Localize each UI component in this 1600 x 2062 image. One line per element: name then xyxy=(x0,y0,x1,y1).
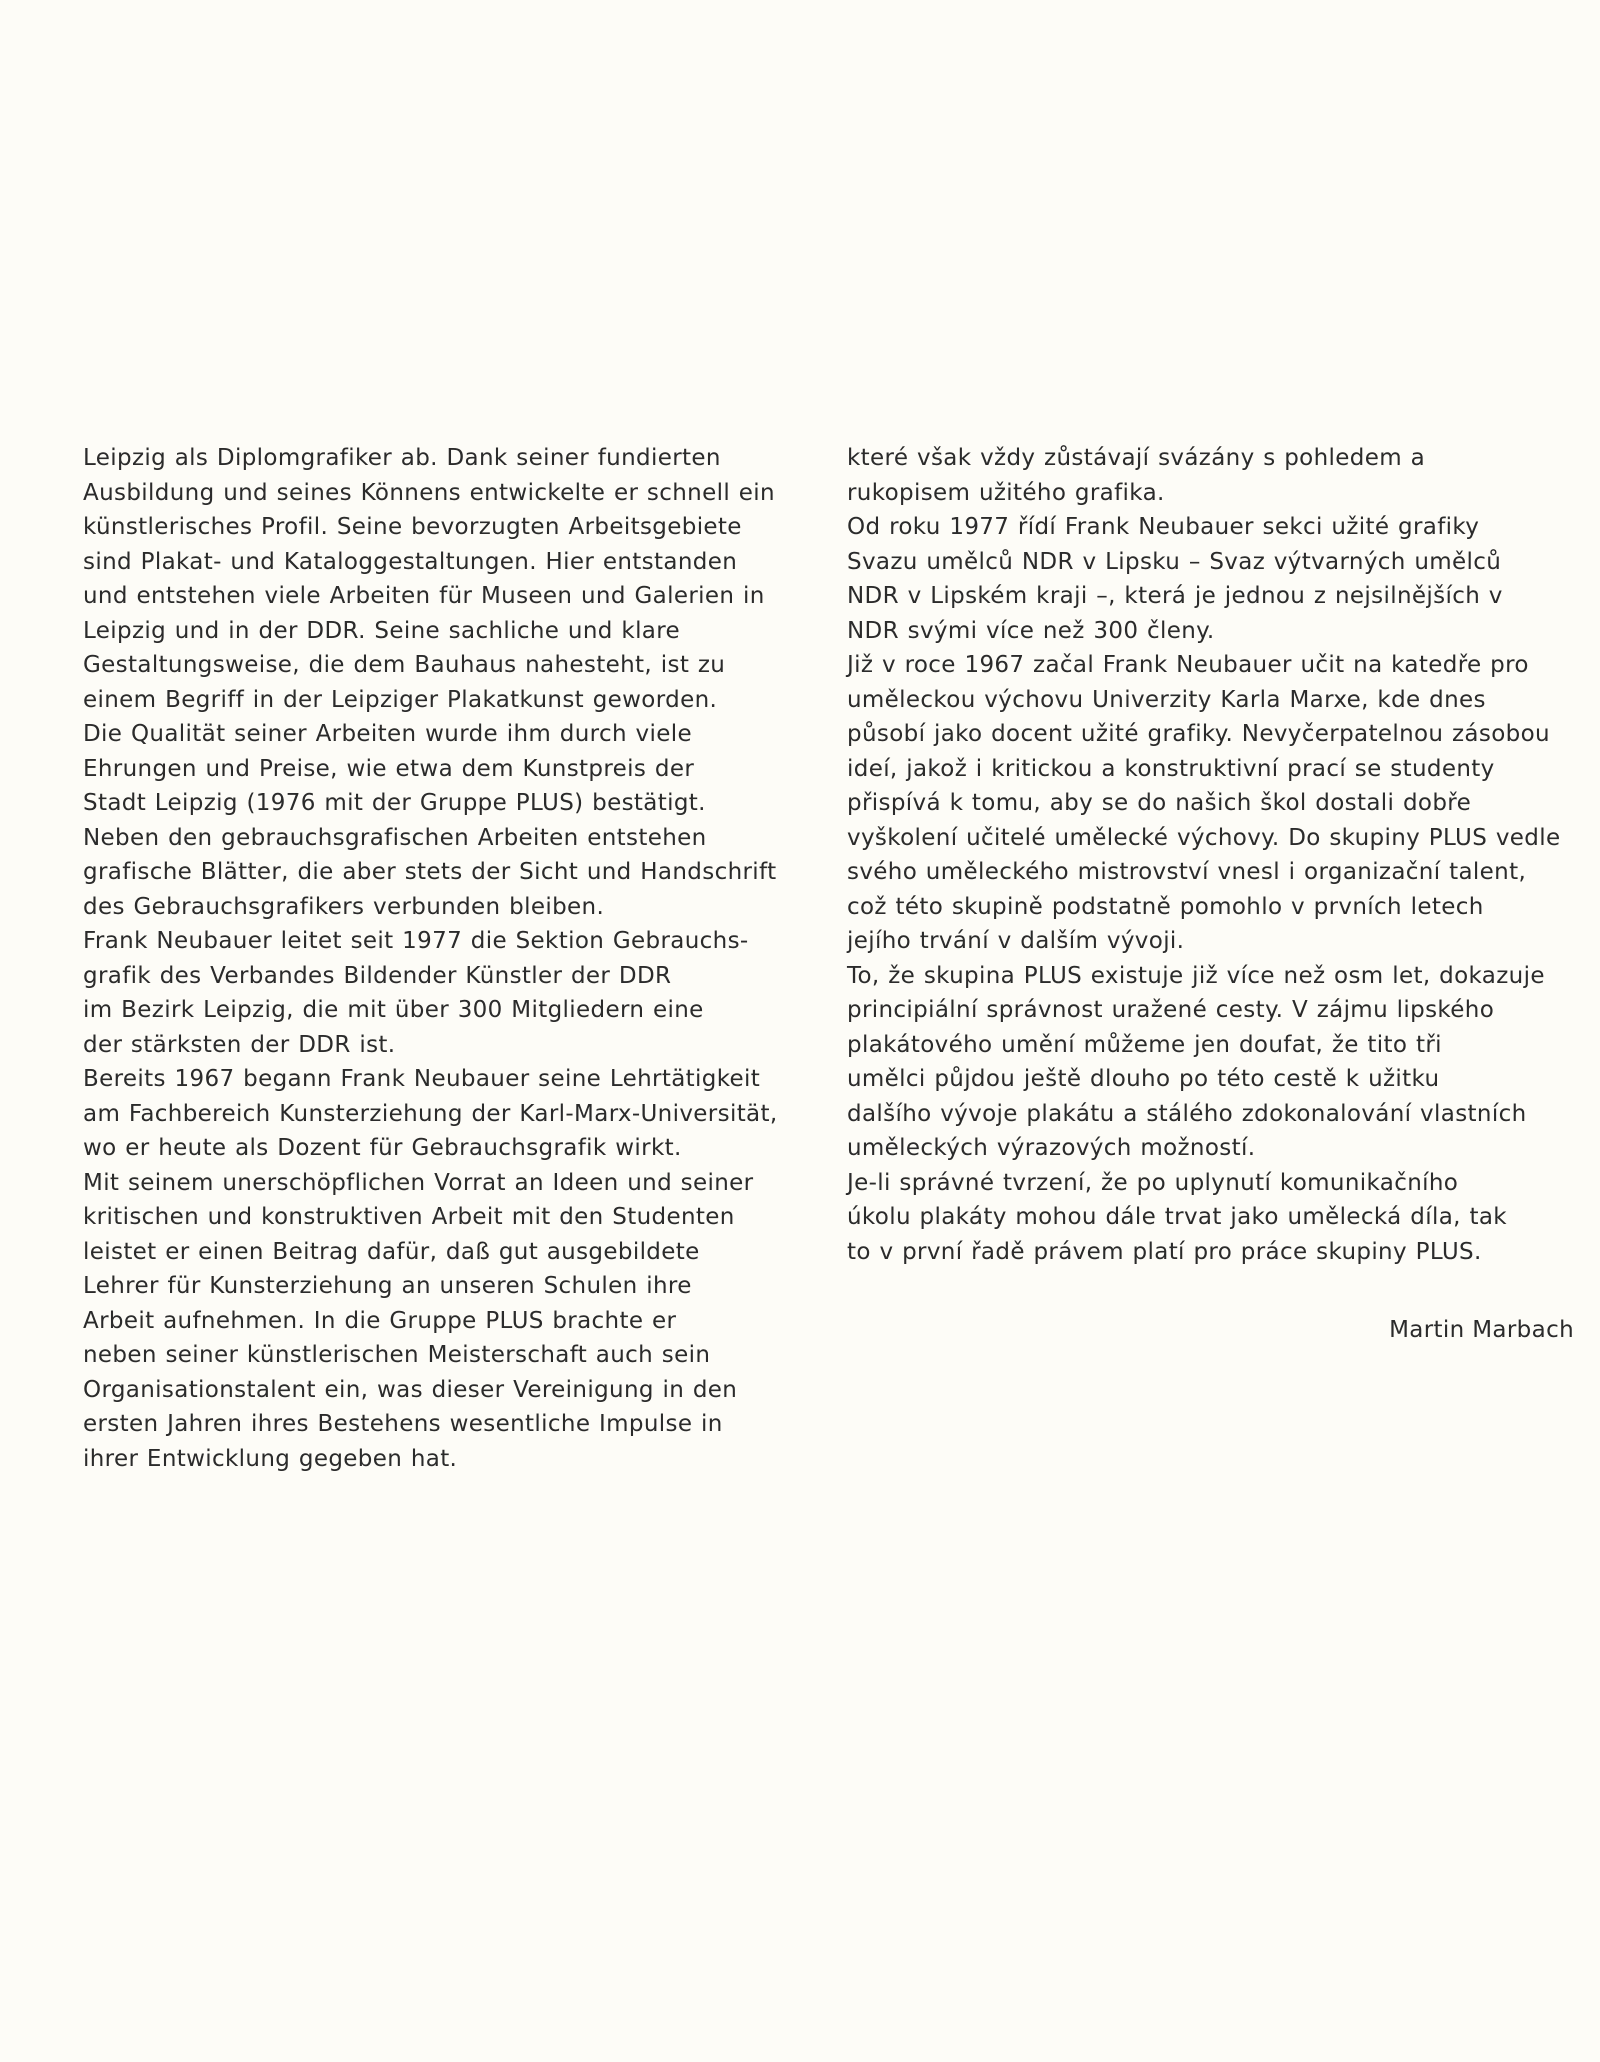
text-line: Svazu umělců NDR v Lipsku – Svaz výtvarných umělců xyxy=(847,548,1502,575)
text-line: Organisationstalent ein, was dieser Vereinigung in den xyxy=(83,1376,738,1403)
text-line: Arbeit aufnehmen. In die Gruppe PLUS brachte er xyxy=(83,1307,677,1334)
text-line: plakátového umění můžeme jen doufat, že tito tři xyxy=(847,1031,1442,1058)
text-line: des Gebrauchsgrafikers verbunden bleiben. xyxy=(83,893,605,920)
text-line: svého uměleckého mistrovství vnesl i organizační talent, xyxy=(847,859,1527,885)
text-line: vyškolení učitelé umělecké výchovy. Do skupiny PLUS vedle xyxy=(847,824,1561,851)
text-line: Mit seinem unerschöpflichen Vorrat an Ideen und seiner xyxy=(83,1169,754,1196)
text-line: Die Qualität seiner Arbeiten wurde ihm durch viele xyxy=(83,721,693,747)
text-line: künstlerisches Profil. Seine bevorzugten Arbeitsgebiete xyxy=(83,514,742,540)
text-line: Lehrer für Kunsterziehung an unseren Schulen ihre xyxy=(83,1273,692,1299)
text-line: Bereits 1967 begann Frank Neubauer seine Lehrtätigkeit xyxy=(83,1066,761,1092)
text-line: einem Begriff in der Leipziger Plakatkunst geworden. xyxy=(83,686,718,713)
text-line: der stärksten der DDR ist. xyxy=(83,1031,396,1058)
text-line: což této skupině podstatně pomohlo v prvních letech xyxy=(847,893,1484,920)
text-line: Stadt Leipzig (1976 mit der Gruppe PLUS) bestätigt. xyxy=(83,790,706,816)
text-line: Ehrungen und Preise, wie etwa dem Kunstpreis der xyxy=(83,755,695,782)
text-line: principiální správnost uražené cesty. V zájmu lipského xyxy=(847,997,1495,1023)
text-line: Leipzig und in der DDR. Seine sachliche und klare xyxy=(83,617,681,644)
text-line: umělci půjdou ještě dlouho po této cestě k užitku xyxy=(847,1066,1440,1092)
text-line: im Bezirk Leipzig, die mit über 300 Mitgliedern eine xyxy=(83,997,704,1023)
text-line: wo er heute als Dozent für Gebrauchsgrafik wirkt. xyxy=(83,1135,682,1161)
text-line: uměleckých výrazových možností. xyxy=(847,1135,1256,1161)
text-line: Již v roce 1967 začal Frank Neubauer učit na katedře pro xyxy=(847,652,1529,678)
text-line: sind Plakat- und Kataloggestaltungen. Hier entstanden xyxy=(83,548,738,575)
text-line: přispívá k tomu, aby se do našich škol dostali dobře xyxy=(847,790,1472,816)
text-line: Frank Neubauer leitet seit 1977 die Sektion Gebrauchs- xyxy=(83,928,749,954)
text-line: NDR svými více než 300 členy. xyxy=(847,617,1215,644)
text-line: grafische Blätter, die aber stets der Sicht und Handschrift xyxy=(83,859,777,885)
text-line: jejího trvání v dalším vývoji. xyxy=(847,928,1185,954)
text-line: NDR v Lipském kraji –, která je jednou z nejsilnějších v xyxy=(847,583,1503,609)
text-line: uměleckou výchovu Univerzity Karla Marxe, kde dnes xyxy=(847,686,1486,713)
text-line: To, že skupina PLUS existuje již více než osm let, dokazuje xyxy=(847,962,1545,989)
text-line: ideí, jakož i kritickou a konstruktivní prací se studenty xyxy=(847,755,1495,782)
text-line: Neben den gebrauchsgrafischen Arbeiten entstehen xyxy=(83,824,707,851)
text-line: rukopisem užitého grafika. xyxy=(847,479,1165,506)
text-line: úkolu plakáty mohou dále trvat jako umělecká díla, tak xyxy=(847,1204,1507,1230)
text-line: působí jako docent užité grafiky. Nevyčerpatelnou zásobou xyxy=(847,721,1550,747)
text-line: leistet er einen Beitrag dafür, daß gut ausgebildete xyxy=(83,1238,700,1265)
text-line: grafik des Verbandes Bildender Künstler der DDR xyxy=(83,962,672,989)
text-line: und entstehen viele Arbeiten für Museen und Galerien in xyxy=(83,583,765,609)
text-line: Ausbildung und seines Könnens entwickelte er schnell ein xyxy=(83,479,775,506)
author-signature: Martin Marbach xyxy=(1389,1317,1574,1343)
text-line: dalšího vývoje plakátu a stálého zdokonalování vlastních xyxy=(847,1100,1527,1127)
text-line: Gestaltungsweise, die dem Bauhaus nahesteht, ist zu xyxy=(83,652,726,678)
text-line: Od roku 1977 řídí Frank Neubauer sekci užité grafiky xyxy=(847,514,1480,540)
text-line: které však vždy zůstávají svázány s pohledem a xyxy=(847,445,1426,471)
text-line: am Fachbereich Kunsterziehung der Karl-Marx-Universität, xyxy=(83,1100,778,1127)
german-text-column xyxy=(83,441,823,1476)
czech-text-column xyxy=(847,441,1577,1269)
text-line: Je-li správné tvrzení, že po uplynutí komunikačního xyxy=(847,1169,1459,1196)
text-line: neben seiner künstlerischen Meisterschaft auch sein xyxy=(83,1342,711,1368)
text-line: ersten Jahren ihres Bestehens wesentliche Impulse in xyxy=(83,1411,723,1437)
text-line: Leipzig als Diplomgrafiker ab. Dank seiner fundierten xyxy=(83,445,721,471)
text-line: kritischen und konstruktiven Arbeit mit den Studenten xyxy=(83,1204,735,1230)
text-line: to v první řadě právem platí pro práce skupiny PLUS. xyxy=(847,1238,1482,1265)
text-line: ihrer Entwicklung gegeben hat. xyxy=(83,1445,458,1472)
